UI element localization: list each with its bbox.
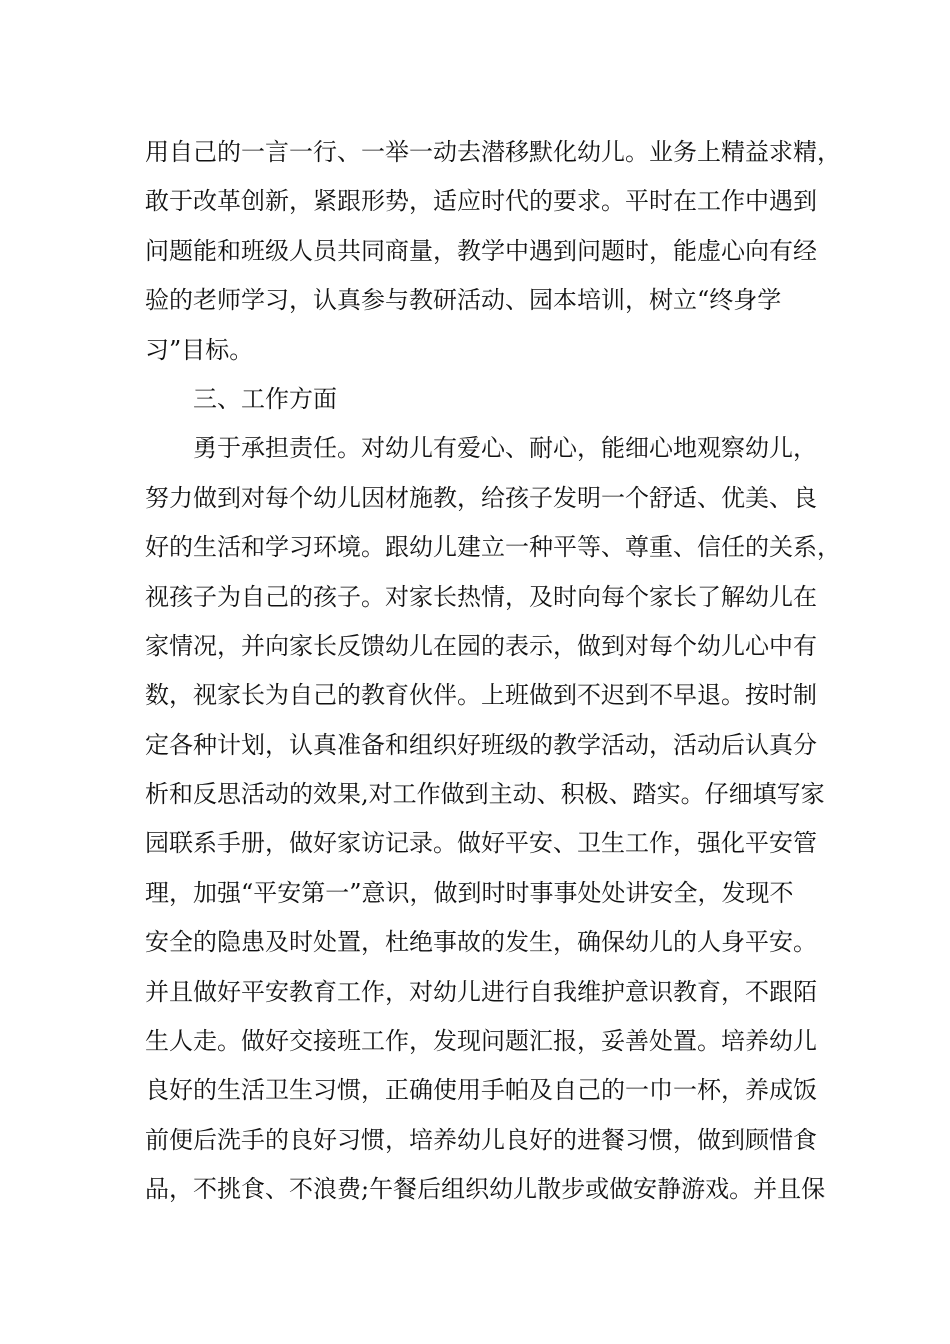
text-line: 数，视家长为自己的教育伙伴。上班做到不迟到不早退。按时制 — [145, 681, 817, 710]
text-line: 并且做好平安教育工作，对幼儿进行自我维护意识教育，不跟陌 — [145, 977, 817, 1006]
text-line: 品，不挑食、不浪费;午餐后组织幼儿散步或做安静游戏。并且保 — [145, 1175, 826, 1204]
section-heading — [145, 375, 815, 424]
text-line: 用自己的一言一行、一举一动去潜移默化幼儿。业务上精益求精， — [145, 138, 841, 166]
text-line: 验的老师学习，认真参与教研活动、园本培训，树立“终身学 — [145, 286, 782, 315]
text-line: 习”目标。 — [145, 335, 254, 364]
text-line: 前便后洗手的良好习惯，培养幼儿良好的进餐习惯，做到顾惜食 — [145, 1125, 817, 1154]
text-line: 问题能和班级人员共同商量，教学中遇到问题时，能虚心向有经 — [145, 236, 817, 265]
text-line: 析和反思活动的效果,对工作做到主动、积极、踏实。仔细填写家 — [145, 780, 825, 809]
text-line: 定各种计划，认真准备和组织好班级的教学活动，活动后认真分 — [145, 730, 817, 759]
paragraph-2 — [145, 424, 841, 1214]
text-line: 安全的隐患及时处置，杜绝事故的发生，确保幼儿的人身平安。 — [145, 928, 817, 957]
heading-line: 三、工作方面 — [193, 384, 337, 413]
text-line: 视孩子为自己的孩子。对家长热情，及时向每个家长了解幼儿在 — [145, 582, 817, 611]
text-line: 勇于承担责任。对幼儿有爱心、耐心，能细心地观察幼儿， — [193, 434, 817, 463]
paragraph-1 — [145, 128, 841, 375]
text-line: 敢于改革创新，紧跟形势，适应时代的要求。平时在工作中遇到 — [145, 187, 817, 216]
text-line: 生人走。做好交接班工作，发现问题汇报，妥善处置。培养幼儿 — [145, 1027, 817, 1056]
text-line: 好的生活和学习环境。跟幼儿建立一种平等、尊重、信任的关系， — [145, 533, 841, 562]
document-body — [145, 128, 841, 1215]
text-line: 家情况，并向家长反馈幼儿在园的表示，做到对每个幼儿心中有 — [145, 631, 817, 660]
text-line: 园联系手册，做好家访记录。做好平安、卫生工作，强化平安管 — [145, 829, 817, 858]
text-line: 理，加强“平安第一”意识，做到时时事事处处讲安全，发现不 — [145, 878, 794, 907]
text-line: 努力做到对每个幼儿因材施教，给孩子发明一个舒适、优美、良 — [145, 483, 817, 512]
text-line: 良好的生活卫生习惯，正确使用手帕及自己的一巾一杯，养成饭 — [145, 1076, 817, 1105]
